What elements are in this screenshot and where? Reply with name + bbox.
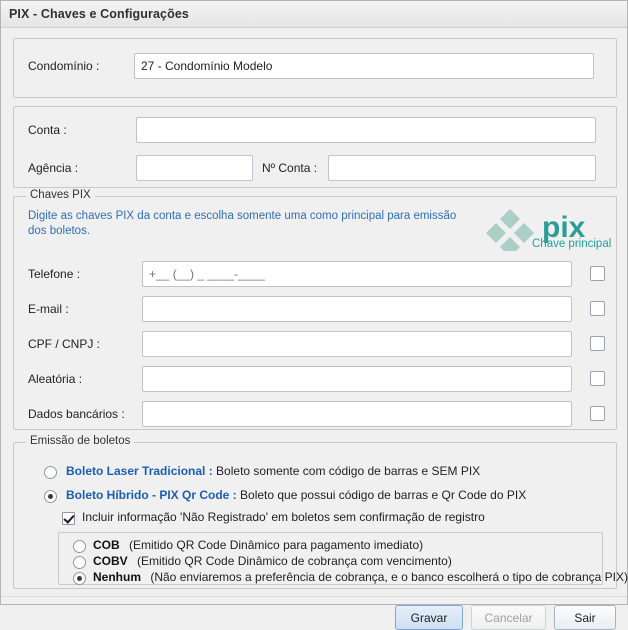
chaves-pix-group — [13, 189, 617, 430]
footer-separator — [1, 596, 627, 597]
chaves-pix-legend: Chaves PIX — [26, 189, 95, 201]
cpf-cnpj-principal-checkbox[interactable] — [590, 336, 605, 351]
radio-nenhum[interactable] — [73, 572, 86, 585]
telefone-principal-checkbox[interactable] — [590, 266, 605, 281]
tipo-cobranca-panel — [58, 532, 628, 585]
checkbox-nao-registrado[interactable] — [62, 512, 75, 525]
window-title: PIX - Chaves e Configurações — [9, 7, 189, 21]
radio-cob[interactable] — [73, 540, 86, 553]
nenhum-name: Nenhum — [93, 570, 141, 584]
dados-bancarios-label: Dados bancários : — [28, 407, 125, 421]
condominio-label: Condomínio : — [28, 59, 100, 73]
sair-button[interactable]: Sair — [554, 605, 616, 630]
cancelar-button[interactable]: Cancelar — [471, 605, 546, 630]
window-titlebar — [1, 1, 627, 28]
boleto-hibrido-desc: Boleto que possui código de barras e Qr Code do PIX — [240, 488, 527, 502]
condominio-group — [13, 38, 617, 98]
boleto-hibrido-title: Boleto Híbrido - PIX Qr Code : — [66, 488, 237, 502]
emissao-boletos-legend: Emissão de boletos — [26, 435, 134, 447]
conta-input[interactable] — [136, 117, 596, 143]
svg-text:pix: pix — [542, 211, 586, 244]
conta-group — [13, 106, 617, 188]
window-content — [1, 28, 628, 625]
cobv-name: COBV — [93, 554, 128, 568]
boleto-laser-desc: Boleto somente com código de barras e SEM PIX — [216, 464, 481, 478]
agencia-label: Agência : — [28, 161, 79, 175]
numero-conta-input[interactable] — [328, 155, 596, 181]
boleto-laser-option-label[interactable] — [66, 464, 480, 478]
nao-registrado-text: Incluir informação 'Não Registrado' em boletos sem confirmação de registro — [82, 510, 485, 524]
nenhum-desc: (Não enviaremos a preferência de cobrança, e o banco escolherá o tipo de cobrança PIX) — [150, 570, 628, 584]
boleto-laser-title: Boleto Laser Tradicional : — [66, 464, 213, 478]
dados-bancarios-principal-checkbox[interactable] — [590, 406, 605, 421]
cob-label[interactable] — [93, 538, 423, 552]
aleatoria-label: Aleatória : — [28, 372, 83, 386]
email-principal-checkbox[interactable] — [590, 301, 605, 316]
radio-boleto-laser[interactable] — [44, 466, 57, 479]
nenhum-label[interactable] — [93, 570, 628, 584]
telefone-label: Telefone : — [28, 267, 81, 281]
dados-bancarios-input[interactable] — [142, 401, 572, 427]
chave-principal-label: Chave principal — [532, 238, 612, 250]
gravar-button[interactable]: Gravar — [395, 605, 463, 630]
cob-desc: (Emitido QR Code Dinâmico para pagamento imediato) — [129, 538, 424, 552]
pix-note: Digite as chaves PIX da conta e escolha somente uma como principal para emissão dos boletos. — [28, 210, 457, 237]
numero-conta-label: Nº Conta : — [262, 161, 318, 175]
radio-cobv[interactable] — [73, 556, 86, 569]
boleto-hibrido-option-label[interactable] — [66, 488, 526, 502]
cob-name: COB — [93, 538, 120, 552]
emissao-boletos-group — [13, 435, 628, 589]
email-input[interactable] — [142, 296, 572, 322]
telefone-input[interactable] — [142, 261, 572, 287]
radio-boleto-hibrido[interactable] — [44, 490, 57, 503]
cobv-desc: (Emitido QR Code Dinâmico de cobrança com vencimento) — [137, 554, 452, 568]
email-label: E-mail : — [28, 302, 69, 316]
nao-registrado-label[interactable] — [82, 510, 485, 524]
cpf-cnpj-input[interactable] — [142, 331, 572, 357]
conta-label: Conta : — [28, 123, 67, 137]
aleatoria-input[interactable] — [142, 366, 572, 392]
aleatoria-principal-checkbox[interactable] — [590, 371, 605, 386]
cpf-cnpj-label: CPF / CNPJ : — [28, 337, 101, 351]
condominio-input[interactable] — [134, 53, 594, 79]
cobv-label[interactable] — [93, 554, 452, 568]
agencia-input[interactable] — [136, 155, 253, 181]
